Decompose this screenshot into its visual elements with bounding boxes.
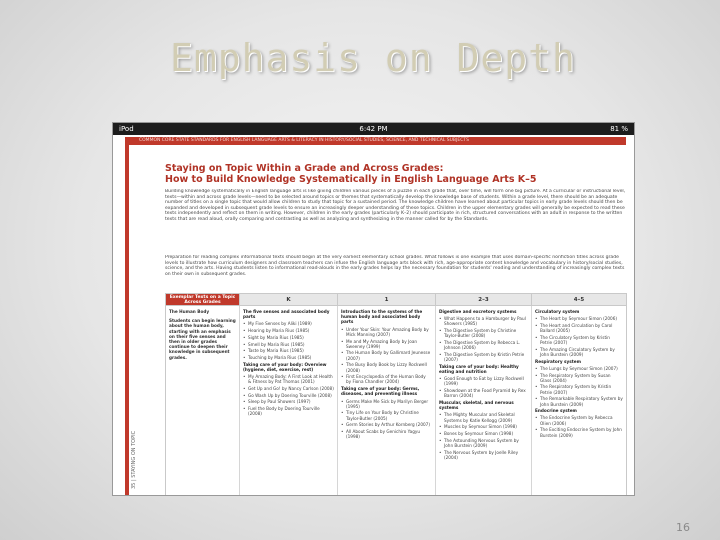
table-cell-heading: Digestive and excretory systems bbox=[439, 309, 517, 314]
book-title-item: • The Digestive System by Christine Taylor-Butler (2008) bbox=[439, 328, 528, 338]
slide-number: 16 bbox=[676, 521, 690, 534]
clock-label: 6:42 PM bbox=[359, 125, 388, 133]
table-cell-heading: Taking care of your body: Germs, diseases, and preventing illness bbox=[341, 386, 420, 397]
ipad-screenshot bbox=[112, 122, 635, 496]
book-title-item: • The Amazing Circulatory System by John Burstein (2009) bbox=[535, 347, 623, 357]
table-header-cell: 4–5 bbox=[573, 296, 585, 303]
book-title-item: • Sight by Maria Rius (1985) bbox=[243, 335, 334, 340]
table-cell-heading: Muscular, skeletal, and nervous systems bbox=[439, 400, 514, 411]
book-title-item: • What Happens to a Hamburger by Paul Showers (1985) bbox=[439, 316, 528, 326]
book-title-item: • Showdown at the Food Pyramid by Rex Barron (2004) bbox=[439, 388, 528, 398]
table-header-cell: 1 bbox=[338, 294, 436, 305]
table-header-row bbox=[166, 294, 626, 306]
book-title-item: • The Busy Body Book by Lizzy Rockwell (2008) bbox=[341, 362, 432, 372]
intro-paragraph: Building knowledge systematically in English language arts is like giving children various pieces of a puzzle in each grade that, over time, will form one big picture. At a curricular or instructional level, texts—within and across grade levels—need to be selected around topics or themes that systematically develop the knowledge base of students. Within a grade level, there should be an adequate number of titles on a single topic that would allow children to study that topic for a sustained period. The knowledge children have learned about particular topics in early grade levels should then be expanded and developed in subsequent grade levels to ensure an increasingly deeper understanding of these topics. Children in the upper elementary grades will generally be expected to read these texts independently and reflect on them in writing. However, children in the early grades (particularly K–2) should participate in rich, structured conversations with an adult in response to the written texts that are read aloud, orally comparing and contrasting as well as analyzing and synthesizing in the manner called for by the Standards. bbox=[165, 189, 626, 222]
document-page bbox=[125, 135, 626, 495]
book-title-item: • The Mighty Muscular and Skeletal Systems by Katie Kellogg (2009) bbox=[439, 412, 528, 422]
book-title-item: • The Digestive System by Kristin Petrie (2007) bbox=[439, 352, 528, 362]
book-title-item: • The Heart and Circulation by Carol Ballard (2005) bbox=[535, 323, 623, 333]
table-cell-heading: Circulatory system bbox=[535, 309, 580, 314]
book-title-item: • The Exciting Endocrine System by John Burstein (2009) bbox=[535, 427, 623, 437]
book-title-item: • The Lungs by Seymour Simon (2007) bbox=[535, 366, 623, 371]
book-title-item: • Smell by Maria Rius (1985) bbox=[243, 342, 334, 347]
topic-column bbox=[166, 306, 240, 496]
side-label: 35 | STAYING ON TOPIC bbox=[131, 430, 137, 489]
table-cell-heading: The five senses and associated body parts bbox=[243, 309, 330, 320]
book-title-item: • The Circulatory System by Kristin Petrie (2007) bbox=[535, 335, 623, 345]
book-title-item: • The Human Body by Gallimard Jeunesse (2007) bbox=[341, 350, 432, 360]
grade-1-column bbox=[338, 306, 436, 496]
book-title-item: • Hearing by Maria Rius (1985) bbox=[243, 328, 334, 333]
book-title-item: • The Astounding Nervous System by John Burstein (2009) bbox=[439, 438, 528, 448]
topic-description: Students can begin learning about the human body, starting with an emphasis on their five senses and then in older grades continue to deepen their knowledge in subsequent grades. bbox=[169, 318, 236, 360]
book-title-item: • My Five Senses by Aliki (1989) bbox=[243, 321, 334, 326]
book-title-item: • The Respiratory System by Susan Glass (2004) bbox=[535, 373, 623, 383]
table-cell-heading: Introduction to the systems of the human body and associated body parts bbox=[341, 309, 423, 325]
grade-4-5-column bbox=[532, 306, 626, 496]
grade-k-column bbox=[240, 306, 338, 496]
table-header-cell: Exemplar Texts on a Topic Across Grades bbox=[166, 294, 240, 305]
book-title-item: • Fuel the Body by Doering Tourville (2008) bbox=[243, 406, 334, 416]
exemplar-table bbox=[165, 293, 627, 496]
book-title-item: • Tiny Life on Your Body by Christine Taylor-Butler (2005) bbox=[341, 410, 432, 420]
book-title-item: • The Endocrine System by Rebecca Olien (2006) bbox=[535, 415, 623, 425]
ipad-status-bar bbox=[113, 123, 634, 135]
book-title-item: • The Nervous System by Joelle Riley (2004) bbox=[439, 450, 528, 460]
preparation-paragraph: Preparation for reading complex informational texts should begin at the very earliest elementary school grades. What follows is one example that uses domain-specific nonfiction titles across grade levels to illustrate how curriculum designers and classroom teachers can infuse the English language arts block with rich, age-appropriate content knowledge and vocabulary in history/social studies, science, and the arts. Having students listen to informational read-alouds in the early grades helps lay the necessary foundation for students' reading and understanding of increasingly complex texts on their own in subsequent grades. bbox=[165, 255, 625, 277]
table-cell-heading: Respiratory system bbox=[535, 358, 581, 364]
table-header-cell: K bbox=[240, 294, 338, 305]
book-title-item: • My Amazing Body: A First Look at Health & Fitness by Pat Thomas (2001) bbox=[243, 374, 334, 384]
table-body-row bbox=[166, 306, 626, 496]
book-title-item: • Bones by Seymour Simon (1998) bbox=[439, 431, 528, 436]
book-title-item: • Germ Stories by Arthur Kornberg (2007) bbox=[341, 422, 432, 427]
book-title-item: • Taste by Maria Rius (1985) bbox=[243, 348, 334, 353]
header-band: COMMON CORE STATE STANDARDS FOR ENGLISH LANGUAGE ARTS & LITERACY IN HISTORY/SOCIAL STUDIES, SCIENCE, AND TECHNICAL SUBJECTS bbox=[125, 137, 626, 145]
book-title-item: • Me and My Amazing Body by Joan Sweeney (1999) bbox=[341, 339, 432, 349]
slide-title: Emphasis on Depth bbox=[170, 36, 576, 80]
book-title-item: • First Encyclopedia of the Human Body by Fiona Chandler (2004) bbox=[341, 374, 432, 384]
book-title-item: • Touching by Maria Rius (1985) bbox=[243, 355, 334, 360]
book-title-item: • Get Up and Go! by Nancy Carlson (2008) bbox=[243, 386, 334, 391]
book-title-item: • Good Enough to Eat by Lizzy Rockwell (1999) bbox=[439, 376, 528, 386]
table-cell-heading: Taking care of your body: Healthy eating and nutrition bbox=[439, 363, 519, 375]
carrier-label: iPod bbox=[119, 125, 134, 133]
book-title-item: • The Remarkable Respiratory System by John Burstein (2009) bbox=[535, 396, 623, 406]
book-title-item: • The Digestive System by Rebecca L. Johnson (2006) bbox=[439, 340, 528, 350]
book-title-item: • The Respiratory System by Kristin Petrie (2007) bbox=[535, 384, 623, 394]
grade-2-3-column bbox=[436, 306, 532, 496]
book-title-item: • Go Wash Up by Doering Tourville (2008) bbox=[243, 393, 334, 398]
table-header-cell: 2–3 bbox=[436, 294, 532, 305]
battery-label: 81 % bbox=[610, 125, 628, 133]
topic-name: The Human Body bbox=[169, 309, 210, 314]
table-cell-heading: Endocrine system bbox=[535, 408, 577, 414]
table-cell-heading: Taking care of your body: Overview (hygiene, diet, exercise, rest) bbox=[243, 361, 327, 372]
book-title-item: • Germs Make Me Sick by Marilyn Berger (1995) bbox=[341, 399, 432, 409]
book-title-item: • All About Scabs by Genichiro Yagyu (1998) bbox=[341, 429, 432, 439]
book-title-item: • The Heart by Seymour Simon (2006) bbox=[535, 316, 623, 321]
book-title-item: • Sleep by Paul Showers (1997) bbox=[243, 399, 334, 404]
book-title-item: • Muscles by Seymour Simon (1998) bbox=[439, 424, 528, 429]
book-title-item: • Under Your Skin: Your Amazing Body by Mick Manning (2007) bbox=[341, 327, 432, 337]
document-title: Staying on Topic Within a Grade and Across Grades: How to Build Knowledge Systematically in English Language Arts K–5 bbox=[165, 163, 537, 185]
